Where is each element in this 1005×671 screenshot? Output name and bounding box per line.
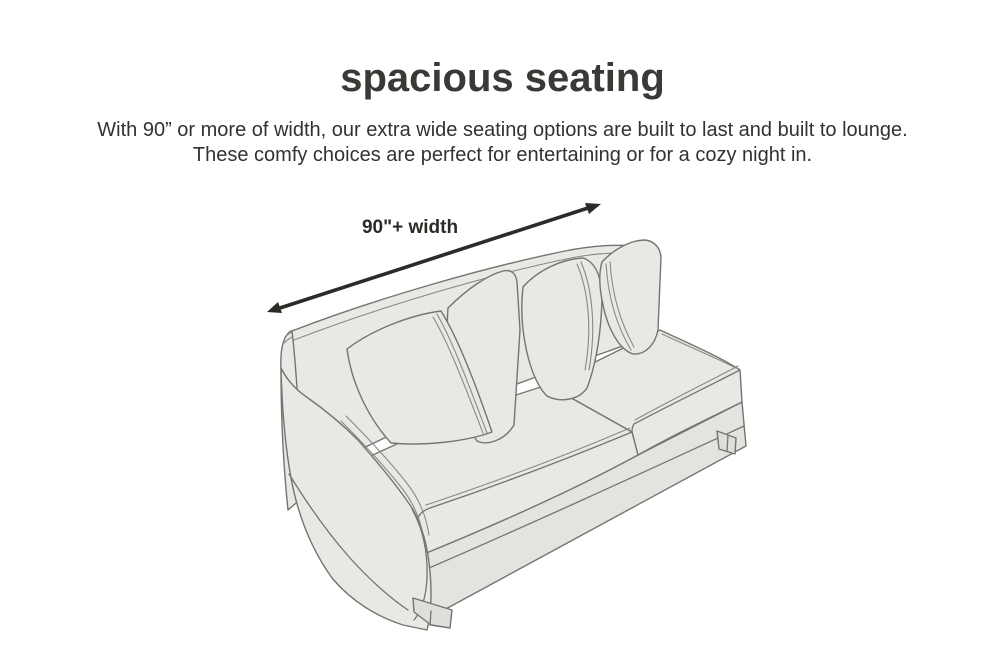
dimension-label: 90"+ width (361, 217, 459, 238)
arrow-head-right (585, 203, 601, 214)
description-line-1: With 90” or more of width, our extra wide seating options are built to last and built to lounge. (97, 119, 908, 141)
description-line-2: These comfy choices are perfect for entertaining or for a cozy night in. (192, 144, 813, 166)
arrow-head-left (267, 302, 282, 313)
page-title: spacious seating (340, 56, 665, 100)
